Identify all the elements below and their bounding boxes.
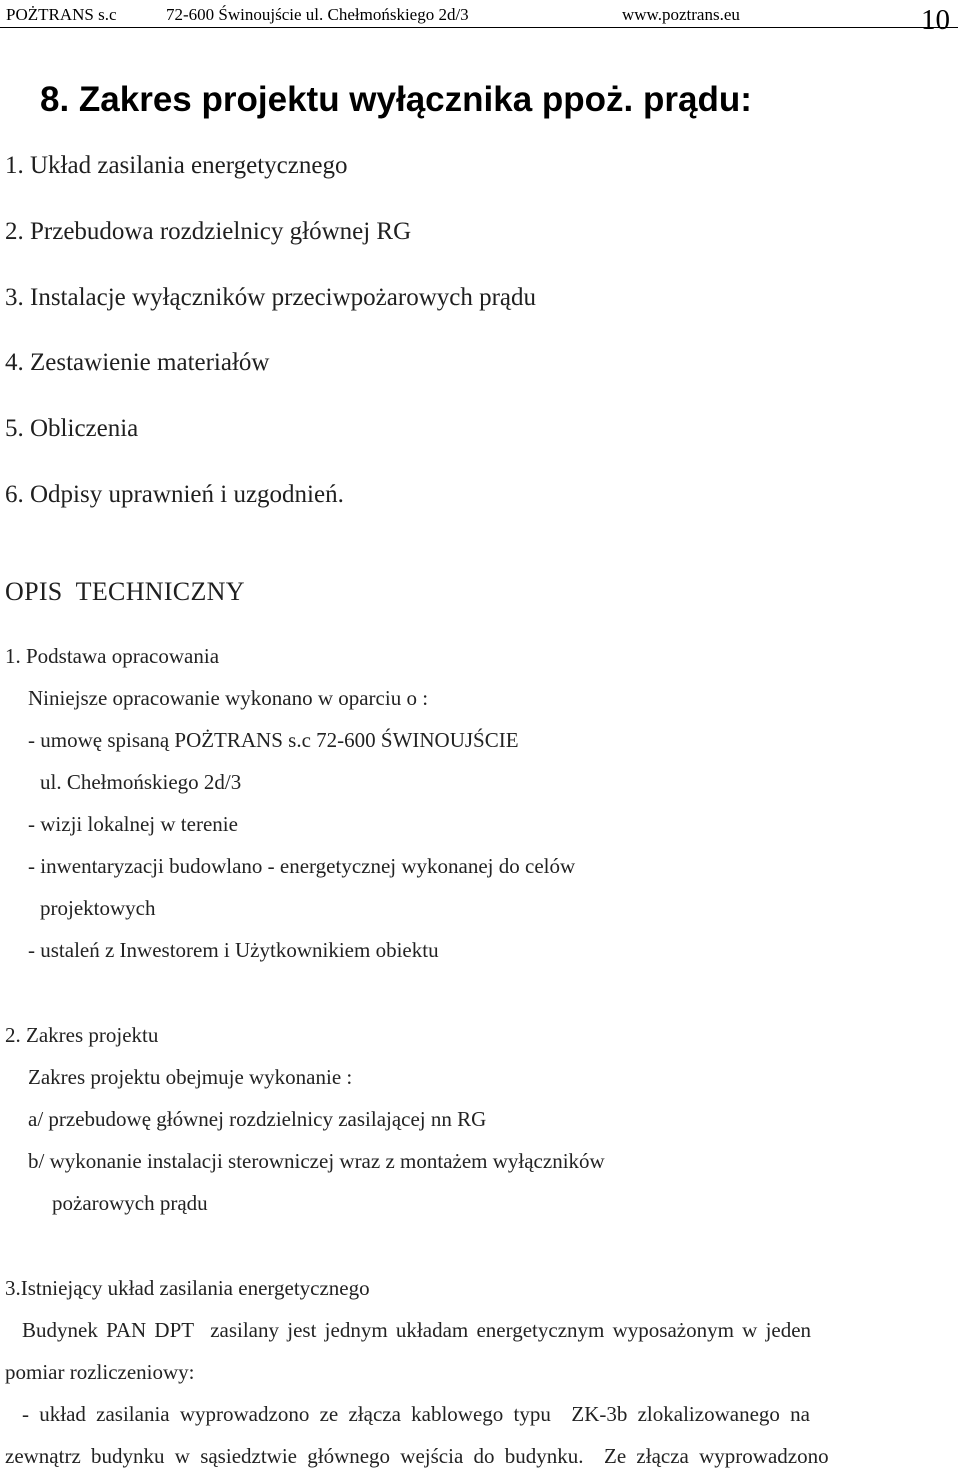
header-website-link[interactable]: www.poztrans.eu	[622, 5, 740, 24]
section1-line: - wizji lokalnej w terenie	[28, 812, 238, 836]
section1-line: - ustaleń z Inwestorem i Użytkownikiem obiektu	[28, 938, 439, 962]
section-title: 8. Zakres projektu wyłącznika ppoż. prądu:	[40, 80, 752, 119]
section1-line: Niniejsze opracowanie wykonano w oparciu o :	[28, 686, 429, 710]
header-address: 72-600 Świnoujście ul. Chełmońskiego 2d/3	[166, 5, 469, 24]
section3-line	[5, 1446, 958, 1467]
toc-item: 2. Przebudowa rozdzielnicy głównej RG	[5, 218, 412, 245]
section2-line: Zakres projektu obejmuje wykonanie :	[28, 1065, 353, 1089]
opis-heading	[5, 579, 245, 605]
header-company: POŻTRANS s.c	[6, 5, 117, 24]
section3-line	[22, 1320, 958, 1341]
toc-item: 6. Odpisy uprawnień i uzgodnień.	[5, 481, 344, 508]
opis-heading-text: OPIS TECHNICZNY	[5, 577, 245, 606]
section3-line	[22, 1404, 958, 1425]
section3-heading: 3.Istniejący układ zasilania energetycznego	[5, 1276, 370, 1300]
toc-item: 4. Zestawienie materiałów	[5, 349, 270, 376]
toc-item: 1. Układ zasilania energetycznego	[5, 152, 348, 179]
header-rule	[0, 27, 958, 28]
section1-line: ul. Chełmońskiego 2d/3	[40, 770, 242, 794]
section3-line-text: - układ zasilania wyprowadzono ze złącza kablowego typu ZK-3b zlokalizowanego na	[22, 1402, 810, 1426]
section2-line: pożarowych prądu	[52, 1191, 208, 1215]
section1-heading: 1. Podstawa opracowania	[5, 644, 220, 668]
section1-line: - umowę spisaną POŻTRANS s.c 72-600 ŚWINOUJŚCIE	[28, 728, 519, 752]
section2-heading: 2. Zakres projektu	[5, 1023, 159, 1047]
toc-item: 5. Obliczenia	[5, 415, 139, 442]
section3-line-text: zewnątrz budynku w sąsiedztwie głównego wejścia do budynku. Ze złącza wyprowadzono	[5, 1444, 829, 1468]
section2-line: a/ przebudowę głównej rozdzielnicy zasilającej nn RG	[28, 1107, 487, 1131]
section3-line-text: Budynek PAN DPT zasilany jest jednym układam energetycznym wyposażonym w jeden	[22, 1318, 812, 1342]
section2-line: b/ wykonanie instalacji sterowniczej wraz z montażem wyłączników	[28, 1149, 605, 1173]
toc-item: 3. Instalacje wyłączników przeciwpożarowych prądu	[5, 284, 537, 311]
section3-line: pomiar rozliczeniowy:	[5, 1360, 195, 1384]
section1-line: projektowych	[40, 896, 156, 920]
section1-line: - inwentaryzacji budowlano - energetycznej wykonanej do celów	[28, 854, 576, 878]
page-number: 10	[921, 4, 950, 36]
